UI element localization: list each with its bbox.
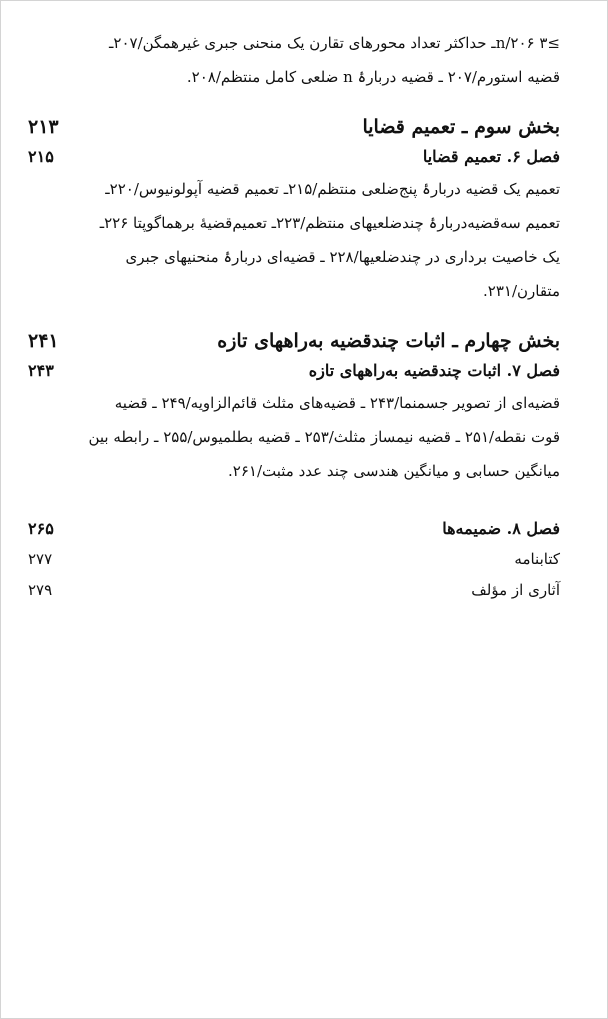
chapter-heading[interactable] [28,142,560,172]
toc-item-bibliography[interactable] [28,544,560,575]
part-title: بخش چهارم ـ اثبات چندقضیه به‌راههای تازه [217,330,560,352]
part-page-number: ۲۴۱ [28,330,59,352]
chapter-contents-line: میانگین حسابی و میانگین هندسی چند عدد مثبت/۲۶۱. [228,462,560,480]
part-heading[interactable] [28,112,560,142]
chapter-title: فصل ۸. ضمیمه‌ها [442,519,560,538]
intro-line-1: ≥۳ n/۲۰۶ـ حداکثر تعداد محورهای تقارن یک منحنی جبری غیرهمگن/۲۰۷ـ [108,34,560,52]
chapter-contents-line: تعمیم سه‌قضیه‌دربارۂ چندضلعیهای منتظم/۲۲۳ـ تعمیم‌قضیۀ برهماگوپتا ۲۲۶ـ [99,214,560,232]
chapter-page-number: ۲۱۵ [28,147,54,166]
toc-item-page-number: ۲۷۹ [28,581,53,599]
toc-item-author-works[interactable] [28,575,560,606]
part-heading[interactable] [28,326,560,356]
chapter-title: فصل ۶. تعمیم قضایا [422,147,560,166]
appendix-section [28,514,560,606]
chapter-contents-line: یک خاصیت برداری در چندضلعیها/۲۲۸ ـ قضیه‌ای دربارۂ منحنیهای جبری [125,248,560,266]
intro-line-2: قضیه استورم/۲۰۷ ـ قضیه دربارۂ n ضلعی کامل منتظم/۲۰۸. [186,68,560,86]
part-3-section [28,112,560,308]
chapter-title: فصل ۷. اثبات چندقضیه به‌راههای تازه [308,361,560,380]
chapter-contents-line: متقارن/۲۳۱. [483,282,560,300]
chapter-heading[interactable] [28,356,560,386]
toc-item-page-number: ۲۷۷ [28,550,53,568]
toc-item-label: آثاری از مؤلف [471,581,560,599]
part-page-number: ۲۱۳ [28,116,59,138]
part-4-section [28,326,560,488]
chapter-contents-line: قضیه‌ای از تصویر جسمنما/۲۴۳ ـ قضیه‌های مثلث قائم‌الزاویه/۲۴۹ ـ قضیه [114,394,560,412]
toc-page [28,26,560,606]
chapter-page-number: ۲۴۳ [28,361,54,380]
chapter-page-number: ۲۶۵ [28,519,54,538]
part-title: بخش سوم ـ تعمیم قضایا [362,116,560,138]
chapter-heading[interactable] [28,514,560,544]
toc-item-label: کتابنامه [514,550,560,568]
intro-section [28,26,560,94]
chapter-contents-line: تعمیم یک قضیه دربارۂ پنج‌ضلعی منتظم/۲۱۵ـ تعمیم قضیه آپولونیوس/۲۲۰ـ [105,180,560,198]
chapter-contents-line: قوت نقطه/۲۵۱ ـ قضیه نیمساز مثلث/۲۵۳ ـ قضیه بطلمیوس/۲۵۵ ـ رابطه بین [88,428,560,446]
